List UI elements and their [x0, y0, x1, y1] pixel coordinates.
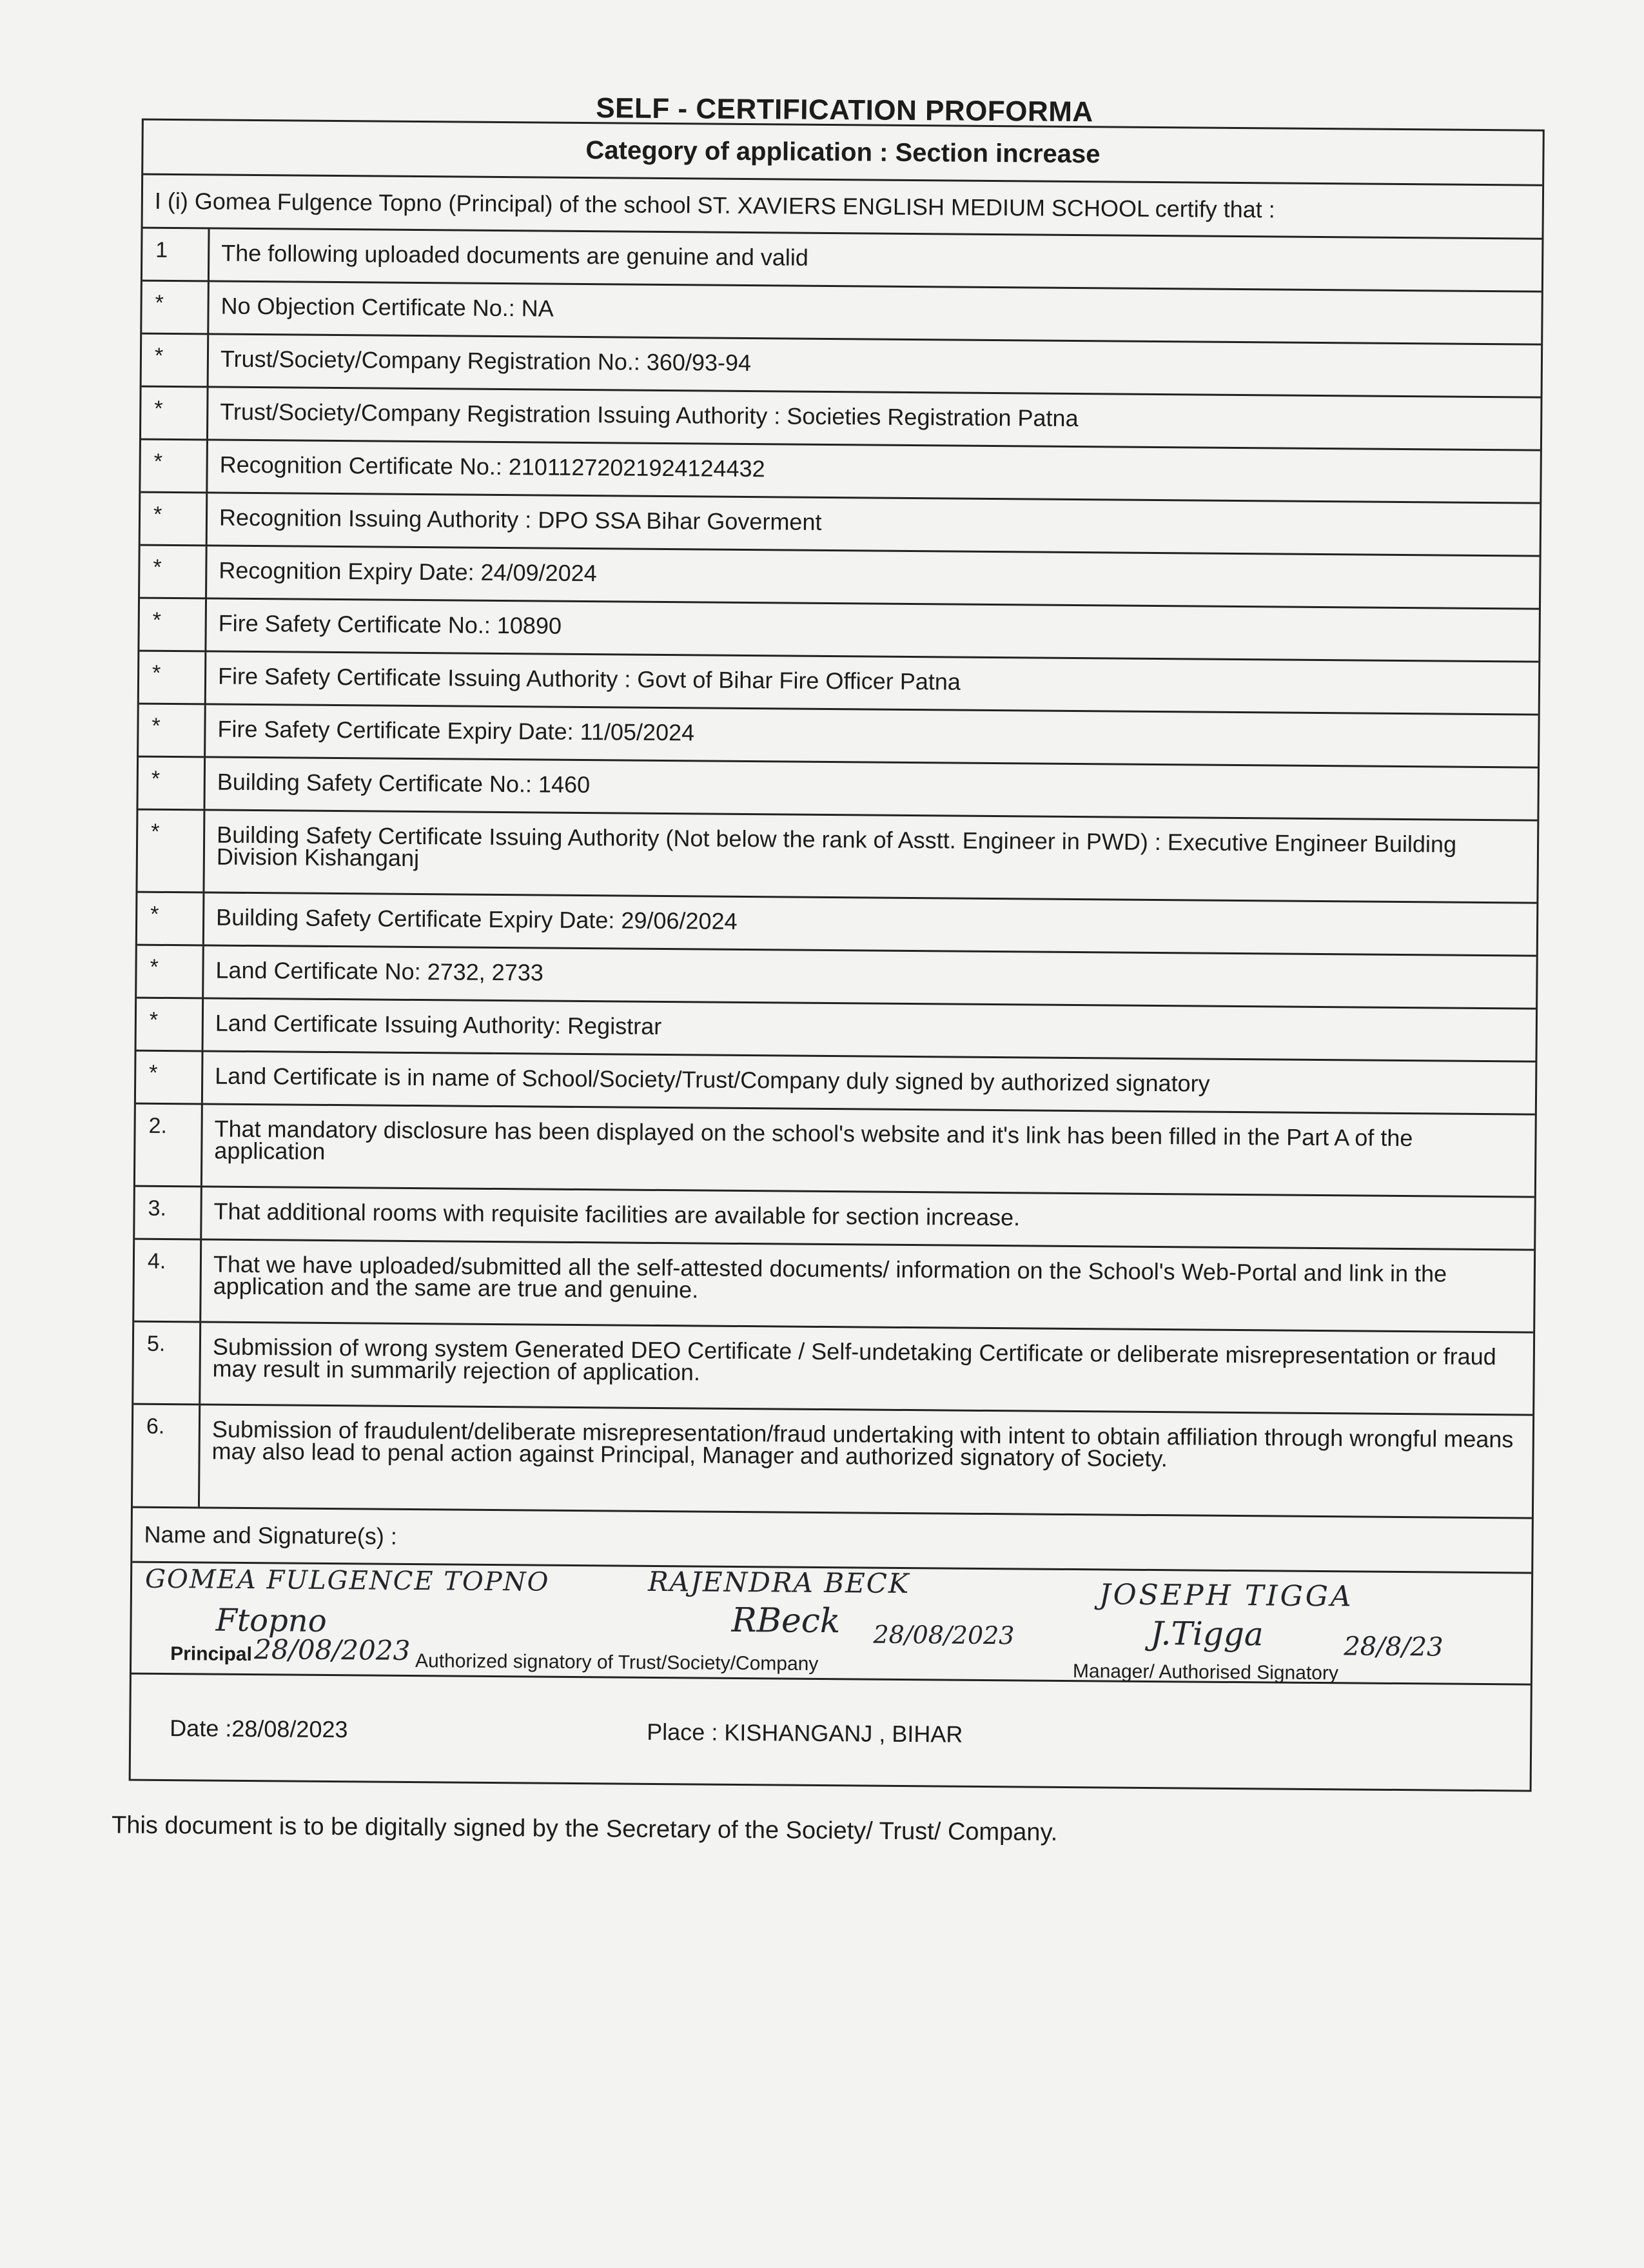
signature-block	[132, 1563, 1531, 1686]
certification-rows	[133, 229, 1542, 1519]
principal-signature: Ftopno	[215, 1602, 327, 1639]
row-text: Land Certificate is in name of School/Society/Trust/Company duly signed by authorized signatory	[215, 1062, 1210, 1097]
row-text: Land Certificate No: 2732, 2733	[215, 956, 543, 986]
row-number: *	[139, 705, 206, 756]
row-text: Trust/Society/Company Registration Issuing Authority : Societies Registration Patna	[220, 398, 1079, 432]
trust-label: Authorized signatory of Trust/Society/Company	[415, 1650, 819, 1675]
category-heading: Category of application : Section increase	[143, 121, 1543, 186]
row-number: *	[141, 440, 208, 492]
manager-sign-date: 28/8/23	[1344, 1632, 1443, 1662]
trust-sign-date: 28/08/2023	[873, 1620, 1015, 1650]
row-text: That we have uploaded/submitted all the self-attested documents/ information on the School's Web-Portal and link in the application and the same are true and genuine.	[213, 1250, 1447, 1303]
certification-table	[129, 119, 1545, 1792]
row-number: 2.	[135, 1105, 203, 1186]
row-number: 3.	[135, 1187, 202, 1239]
signature-heading: Name and Signature(s) :	[132, 1508, 1532, 1574]
document-title: SELF - CERTIFICATION PROFORMA	[596, 92, 1093, 128]
row-number: *	[141, 493, 208, 545]
document-place: Place : KISHANGANJ , BIHAR	[647, 1718, 963, 1748]
date-place-block	[131, 1675, 1531, 1784]
row-text: Land Certificate Issuing Authority: Registrar	[215, 1009, 662, 1040]
trust-handwritten-name: RAJENDRA BECK	[647, 1565, 910, 1600]
row-text: Recognition Expiry Date: 24/09/2024	[219, 557, 597, 587]
row-text: Building Safety Certificate Expiry Date: 29/06/2024	[215, 903, 738, 934]
row-number: 4.	[134, 1240, 202, 1321]
row-text: The following uploaded documents are genuine and valid	[221, 239, 809, 271]
row-number: 1	[142, 229, 210, 281]
signing-note: This document is to be digitally signed by the Secretary of the Society/ Trust/ Company.	[111, 1811, 1058, 1846]
table-row	[134, 1240, 1534, 1334]
row-number: *	[137, 811, 205, 892]
row-text: That additional rooms with requisite facilities are available for section increase.	[213, 1198, 1021, 1231]
principal-handwritten-name: GOMEA FULGENCE TOPNO	[144, 1564, 550, 1597]
row-number: *	[140, 546, 208, 598]
row-text: Recognition Issuing Authority : DPO SSA Bihar Goverment	[219, 504, 822, 535]
row-number: 6.	[133, 1405, 201, 1507]
manager-label: Manager/ Authorised Signatory	[1072, 1661, 1339, 1684]
document-date: Date :28/08/2023	[170, 1715, 348, 1743]
row-text: Submission of wrong system Generated DEO Certificate / Self-undetaking Certificate or deliberate misrepresentation or fraud may result in summarily rejection of application.	[212, 1333, 1496, 1386]
row-number: *	[142, 335, 210, 386]
trust-signature: RBeck	[731, 1601, 841, 1641]
row-text: Building Safety Certificate Issuing Authority (Not below the rank of Asstt. Engineer in PWD) : Executive Engineer Building Division Kishanganj	[216, 821, 1457, 872]
row-number: *	[139, 599, 207, 651]
table-row	[133, 1323, 1533, 1416]
manager-signature: J.Tigga	[1150, 1614, 1264, 1653]
table-row	[137, 811, 1537, 904]
principal-sign-date: 28/08/2023	[254, 1633, 411, 1666]
row-text: Fire Safety Certificate Issuing Authority : Govt of Bihar Fire Officer Patna	[217, 662, 961, 695]
row-number: *	[137, 946, 204, 998]
row-number: *	[137, 999, 204, 1050]
manager-handwritten-name: JOSEPH TIGGA	[1099, 1578, 1354, 1613]
table-row	[135, 1105, 1535, 1198]
row-number: *	[142, 282, 210, 333]
row-text: Fire Safety Certificate No.: 10890	[218, 609, 562, 639]
row-text: Fire Safety Certificate Expiry Date: 11/05/2024	[217, 715, 695, 746]
row-number: *	[141, 388, 209, 439]
intro-statement: I (i) Gomea Fulgence Topno (Principal) of the school ST. XAVIERS ENGLISH MEDIUM SCHOOL certify that :	[143, 175, 1543, 240]
row-text: Submission of fraudulent/deliberate misrepresentation/fraud undertaking with intent to obtain affiliation through wrongful means may also lead to penal action against Principal, Manager and authorized signatory of Society.	[211, 1415, 1514, 1472]
row-text: That mandatory disclosure has been displayed on the school's website and it's link has been filled in the Part A of the application	[214, 1115, 1413, 1165]
row-number: *	[137, 893, 205, 945]
table-row	[133, 1405, 1532, 1519]
row-text: Recognition Certificate No.: 21011272021924124432	[219, 451, 765, 482]
row-text: Trust/Society/Company Registration No.: 360/93-94	[220, 345, 752, 377]
row-number: *	[136, 1052, 204, 1103]
row-text: Building Safety Certificate No.: 1460	[217, 768, 591, 798]
row-number: *	[138, 758, 206, 809]
row-number: *	[139, 652, 207, 704]
row-number: 5.	[133, 1323, 201, 1404]
row-text: No Objection Certificate No.: NA	[220, 292, 554, 322]
principal-label: Principal	[170, 1643, 253, 1666]
